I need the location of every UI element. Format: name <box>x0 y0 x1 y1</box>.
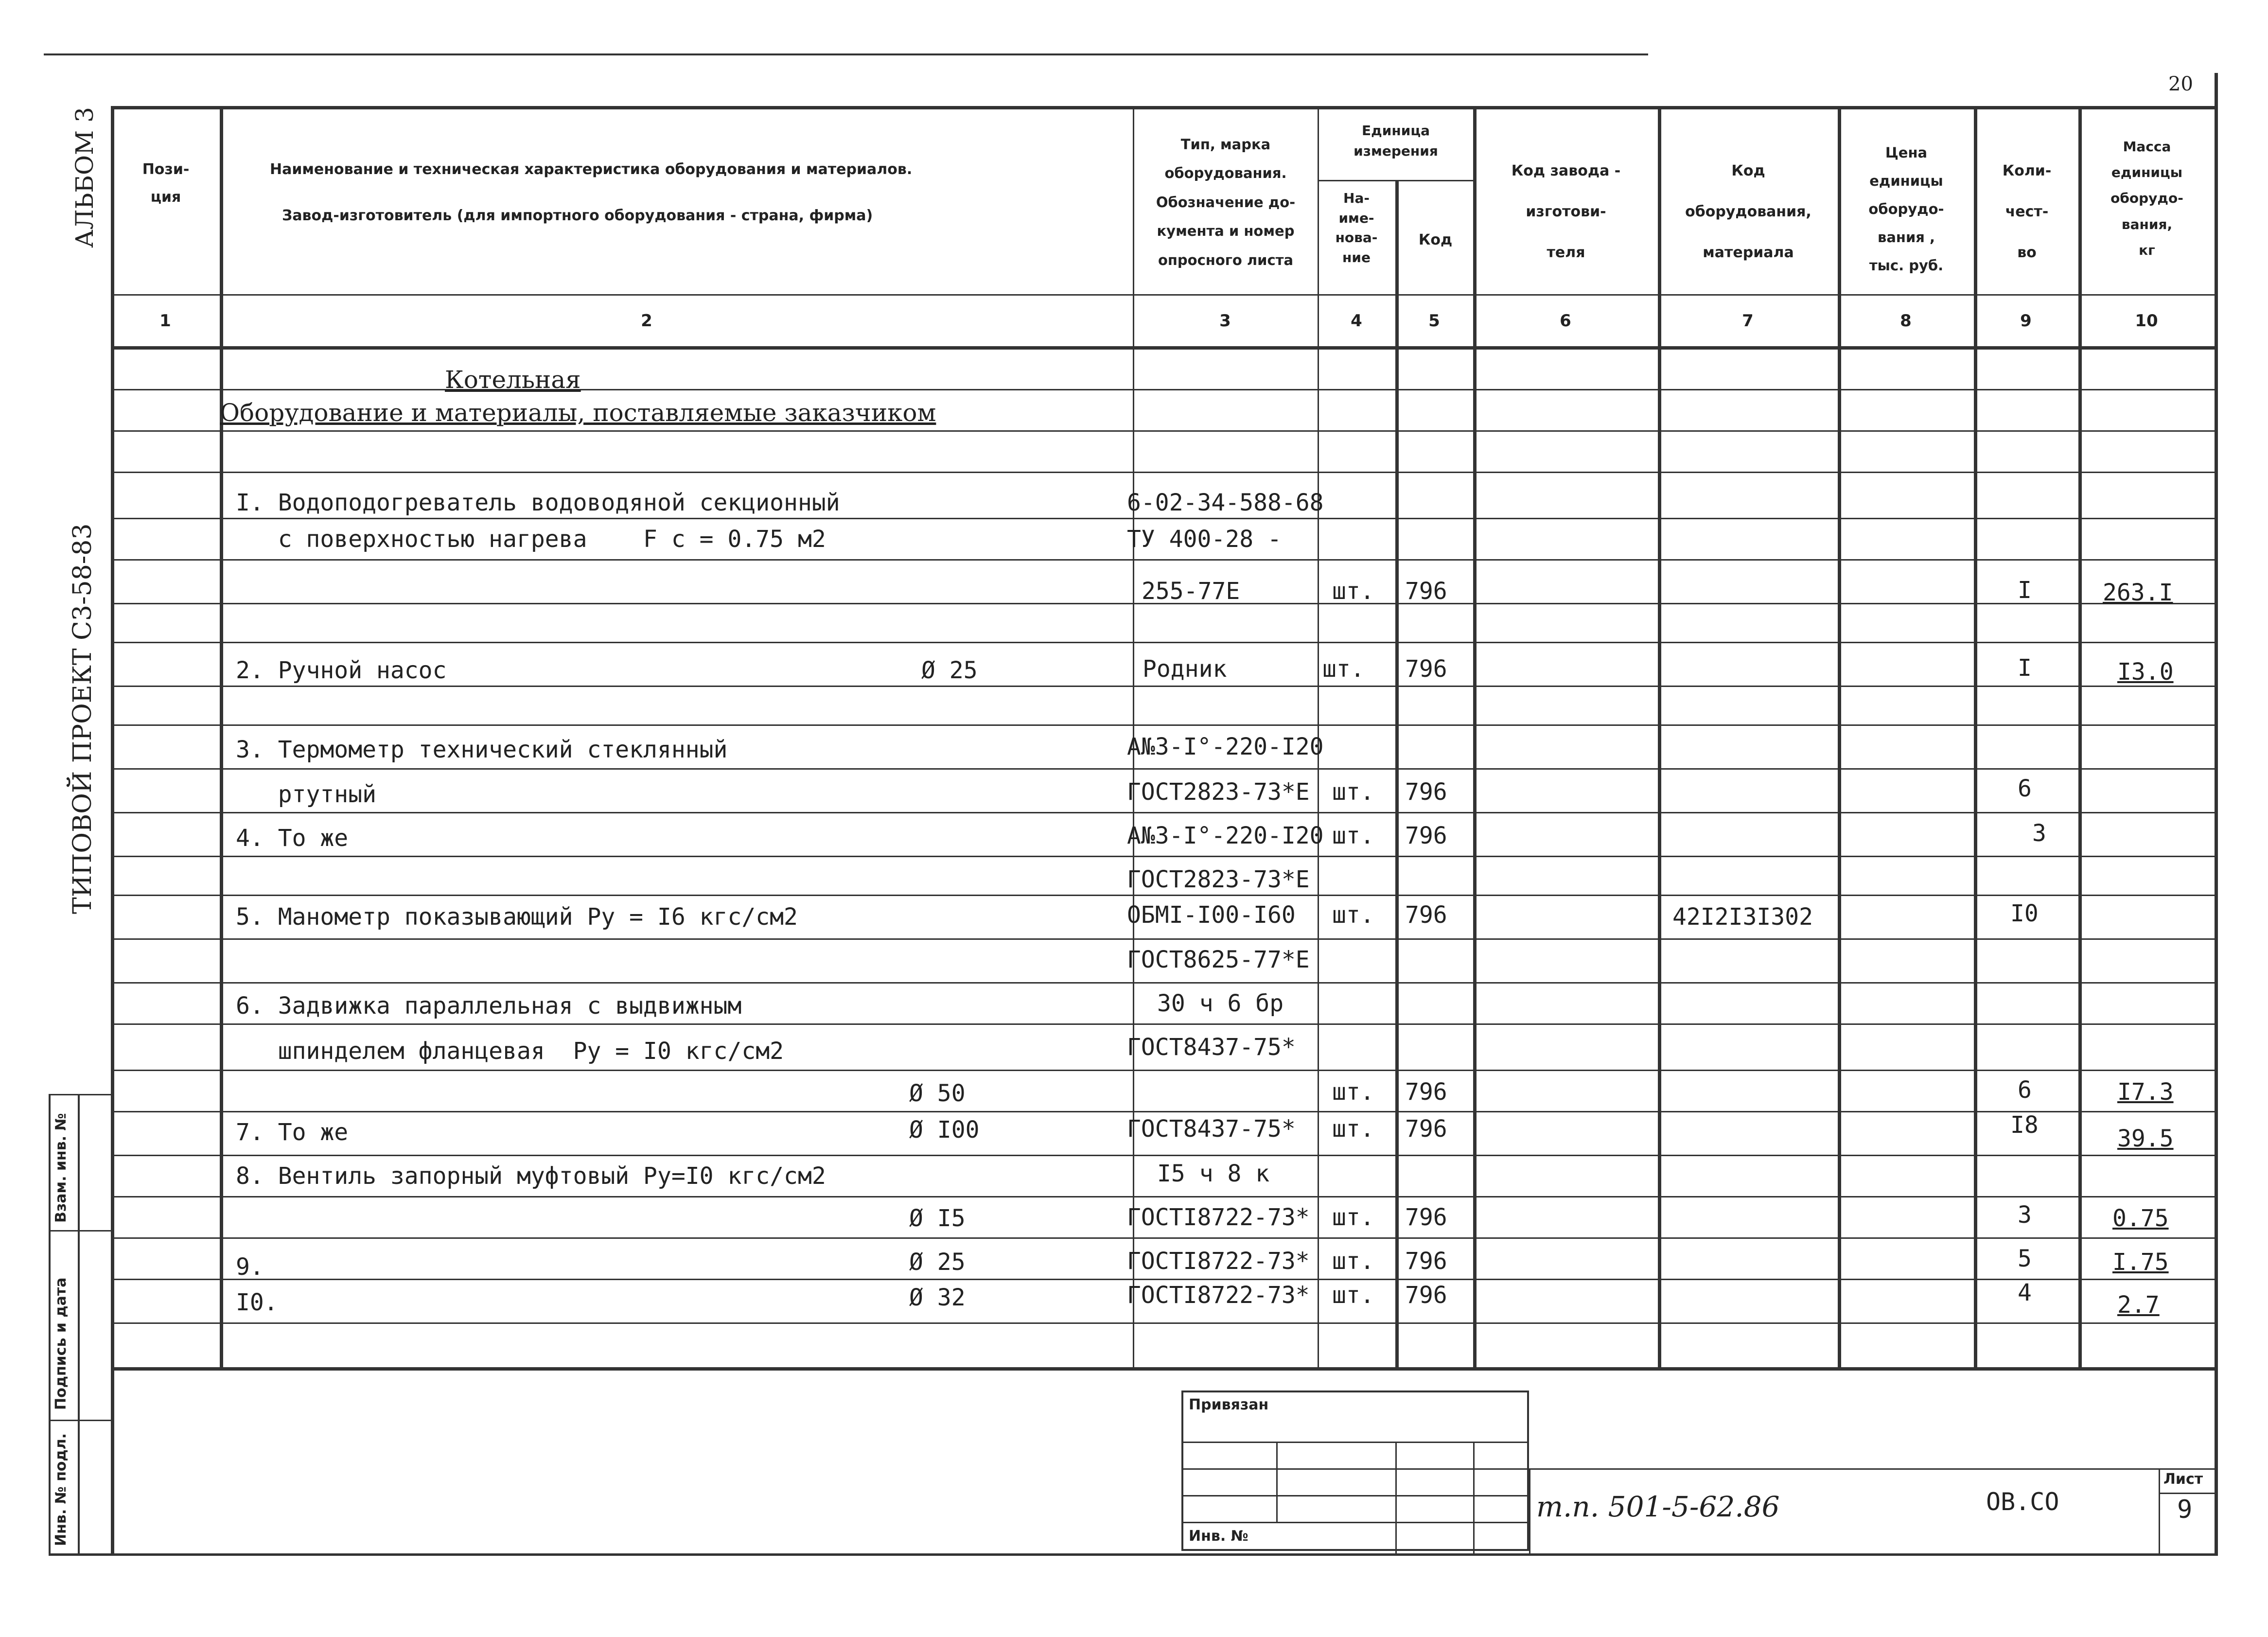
item-type: 30 ч 6 бр <box>1157 990 1284 1017</box>
header-top-line <box>112 106 2217 109</box>
col-line-9 <box>2078 106 2082 1369</box>
stamp-line <box>49 1094 112 1095</box>
col-number: 3 <box>1219 311 1231 331</box>
item-code: 796 <box>1405 1078 1447 1106</box>
item-qty: I <box>2018 654 2032 682</box>
row-line <box>112 768 2217 770</box>
header-type: Тип, марка оборудования. Обозначение до- кумента и номер опросного листа <box>1156 136 1296 268</box>
row-line <box>112 686 2217 687</box>
item-name: 6. Задвижка параллельная с выдвижным <box>236 992 742 1020</box>
doc-number: т.п. 501-5-62.86 <box>1536 1490 1780 1523</box>
item-name: с поверхностью нагрева F с = 0.75 м2 <box>236 526 826 553</box>
header-position: Пози- ция <box>142 161 190 206</box>
header-mass: Масса единицы оборудо- вания, кг <box>2110 139 2183 258</box>
item-unit: шт. <box>1332 1204 1374 1231</box>
inv-label: Инв. № <box>1189 1528 1248 1545</box>
item-unit: шт. <box>1322 655 1365 683</box>
header-factory-code: Код завода - изготови- теля <box>1511 162 1621 261</box>
item-unit: шт. <box>1332 578 1374 605</box>
col-line-1 <box>220 106 223 1370</box>
item-equip-code: 42I2I3I302 <box>1672 903 1813 931</box>
sheet-code: ОВ.СО <box>1986 1488 2059 1516</box>
header-unit-name: На- име- нова- ние <box>1335 190 1378 265</box>
item-mass: 2.7 <box>2117 1291 2160 1319</box>
item-name: I. Водоподогреватель водоводяной секционный <box>236 489 840 516</box>
section-subtitle: Оборудование и материалы, поставляемые заказчиком <box>220 399 936 427</box>
col-number: 10 <box>2135 311 2158 331</box>
left-border <box>111 106 114 1556</box>
header-name-1: Наименование и техническая характеристика оборудования и материалов. <box>270 161 913 178</box>
row-line <box>112 1070 2217 1071</box>
row-line <box>112 642 2217 643</box>
row-line <box>112 938 2217 940</box>
item-qty: 5 <box>2018 1245 2032 1272</box>
row-line <box>112 1279 2217 1280</box>
stamp-line <box>1181 1522 1529 1523</box>
item-mass: I3.0 <box>2117 658 2174 686</box>
stamp-line <box>1181 1495 1529 1496</box>
col-number: 2 <box>641 311 652 331</box>
item-qty: I0 <box>2010 900 2039 927</box>
stamp-line <box>1529 1468 1530 1553</box>
item-type: ГОСТ8625-77*Е <box>1127 946 1310 973</box>
header-unit-group: Единица измерения <box>1354 123 1438 159</box>
item-name: 3. Термометр технический стеклянный <box>236 736 728 763</box>
item-type: 255-77Е <box>1142 578 1240 605</box>
item-code: 796 <box>1405 1248 1447 1275</box>
row-line <box>112 1111 2217 1112</box>
row-line <box>112 895 2217 896</box>
item-diameter: Ø 25 <box>909 1249 966 1276</box>
stamp-line <box>2159 1493 2217 1494</box>
item-name: ртутный <box>236 781 376 808</box>
row-line <box>112 559 2217 561</box>
item-unit: шт. <box>1332 901 1374 929</box>
item-code: 796 <box>1405 778 1447 806</box>
item-diameter: Ø 50 <box>909 1080 966 1107</box>
item-mass: 39.5 <box>2117 1125 2174 1152</box>
item-qty: 3 <box>2032 820 2046 847</box>
item-type: А№3-I°-220-I20 <box>1127 822 1324 849</box>
stamp-line <box>49 1420 112 1421</box>
row-line <box>112 812 2217 813</box>
item-qty: I <box>2018 577 2032 604</box>
item-diameter: Ø I00 <box>909 1116 980 1144</box>
item-code: 796 <box>1405 1282 1447 1309</box>
item-name: 2. Ручной насос <box>236 657 447 684</box>
stamp-line <box>1473 1442 1475 1553</box>
item-mass: I7.3 <box>2117 1078 2174 1106</box>
item-type: ГОСТ8437-75* <box>1127 1115 1296 1143</box>
item-diameter: Ø 32 <box>909 1284 966 1311</box>
item-name: 9. <box>236 1253 264 1281</box>
attached-box <box>1181 1391 1529 1551</box>
body-bottom-line <box>112 1367 2217 1371</box>
album-label: АЛЬБОМ 3 <box>70 107 99 248</box>
row-line <box>112 1155 2217 1156</box>
item-unit: шт. <box>1332 1282 1374 1309</box>
stamp-line <box>1276 1442 1278 1522</box>
item-unit: шт. <box>1332 1248 1374 1275</box>
col-number: 7 <box>1742 311 1754 331</box>
item-name: I0. <box>236 1289 278 1316</box>
item-unit: шт. <box>1332 1078 1374 1106</box>
stamp-line <box>1395 1442 1397 1553</box>
item-type: ГОСТ2823-73*Е <box>1127 778 1310 806</box>
item-type: ГОСТI8722-73* <box>1127 1204 1310 1231</box>
item-diameter: Ø I5 <box>909 1205 966 1232</box>
item-name: 4. То же <box>236 825 349 852</box>
row-line <box>112 389 2217 390</box>
item-code: 796 <box>1405 822 1447 849</box>
stamp-line <box>1529 1468 2217 1470</box>
item-mass: 263.I <box>2103 579 2173 606</box>
item-name: 8. Вентиль запорный муфтовый Ру=I0 кгс/см2 <box>236 1162 826 1190</box>
header-price: Цена единицы оборудо- вания , тыс. руб. <box>1868 144 1944 274</box>
stamp-left-line <box>49 1094 51 1553</box>
header-name-2: Завод-изготовитель (для импортного оборудования - страна, фирма) <box>282 207 873 224</box>
item-name: шпинделем фланцевая Ру = I0 кгс/см2 <box>236 1038 784 1065</box>
header-unit-code: Код <box>1418 231 1453 248</box>
row-line <box>112 724 2217 726</box>
item-type: ТУ 400-28 - <box>1127 526 1282 553</box>
stamp-line <box>2159 1468 2160 1553</box>
row-line <box>112 518 2217 519</box>
item-type: 6-02-34-588-68 <box>1127 489 1324 516</box>
item-type: ОБМI-I00-I60 <box>1127 901 1296 929</box>
header-qty: Коли- чест- во <box>2002 162 2052 261</box>
row-line <box>112 472 2217 473</box>
item-qty: I8 <box>2010 1111 2039 1139</box>
bottom-border <box>49 1553 2217 1556</box>
item-type: ГОСТ2823-73*Е <box>1127 866 1310 893</box>
col-number: 1 <box>159 311 171 331</box>
item-type: ГОСТ8437-75* <box>1127 1034 1296 1061</box>
item-qty: 6 <box>2018 775 2032 802</box>
sheet-label: Лист <box>2163 1471 2203 1488</box>
col-line-7 <box>1838 106 1841 1369</box>
col-number: 5 <box>1428 311 1440 331</box>
project-label: ТИПОВОЙ ПРОЕКТ С3-58-83 <box>68 523 97 914</box>
row-line <box>112 1237 2217 1239</box>
section-title: Котельная <box>445 366 581 394</box>
row-line <box>112 982 2217 984</box>
row-line <box>112 430 2217 432</box>
stamp-original-inv: Инв. № подл. <box>53 1433 70 1546</box>
row-line <box>112 1023 2217 1025</box>
row-line <box>112 1322 2217 1324</box>
col-line-5 <box>1473 106 1477 1369</box>
row-line <box>112 856 2217 857</box>
item-diameter: Ø 25 <box>921 657 978 684</box>
item-qty: 3 <box>2018 1201 2032 1229</box>
col-line-6 <box>1658 106 1661 1369</box>
item-code: 796 <box>1405 1204 1447 1231</box>
item-name: 7. То же <box>236 1119 349 1146</box>
item-mass: 0.75 <box>2112 1205 2169 1232</box>
header-bottom-line <box>112 294 2217 296</box>
item-qty: 6 <box>2018 1076 2032 1104</box>
item-mass: I.75 <box>2112 1249 2169 1276</box>
corner-mark: 20 <box>2168 73 2193 95</box>
col-line-8 <box>1974 106 1977 1369</box>
item-type: Родник <box>1143 655 1227 683</box>
col-line-4 <box>1395 180 1399 1369</box>
col-number: 9 <box>2020 311 2032 331</box>
stamp-line <box>1181 1442 1529 1443</box>
stamp-signature-date: Подпись и дата <box>53 1277 70 1410</box>
stamp-line <box>49 1230 112 1232</box>
item-unit: шт. <box>1332 1115 1374 1143</box>
item-type: ГОСТI8722-73* <box>1127 1248 1310 1275</box>
header-equip-code: Код оборудования, материала <box>1685 162 1811 261</box>
col-number: 4 <box>1351 311 1362 331</box>
col-number: 6 <box>1560 311 1571 331</box>
item-unit: шт. <box>1332 822 1374 849</box>
colnum-bottom-line <box>112 346 2217 350</box>
item-code: 796 <box>1405 578 1447 605</box>
item-qty: 4 <box>2018 1279 2032 1306</box>
stamp-replace-inv: Взам. инв. № <box>53 1113 70 1223</box>
item-name: 5. Манометр показывающий Ру = I6 кгс/см2 <box>236 903 798 931</box>
top-border <box>44 53 1648 55</box>
item-type: I5 ч 8 к <box>1157 1160 1270 1187</box>
item-type: А№3-I°-220-I20 <box>1127 733 1324 760</box>
col-number: 8 <box>1900 311 1912 331</box>
item-type: ГОСТI8722-73* <box>1127 1282 1310 1309</box>
item-code: 796 <box>1405 1115 1447 1143</box>
item-unit: шт. <box>1332 778 1374 806</box>
item-code: 796 <box>1405 901 1447 929</box>
stamp-line <box>1181 1468 1529 1470</box>
stamp-mid-line <box>78 1094 80 1553</box>
attached-label: Привязан <box>1189 1396 1269 1413</box>
item-code: 796 <box>1405 655 1447 683</box>
sheet-number: 9 <box>2177 1495 2193 1524</box>
row-line <box>112 1196 2217 1197</box>
